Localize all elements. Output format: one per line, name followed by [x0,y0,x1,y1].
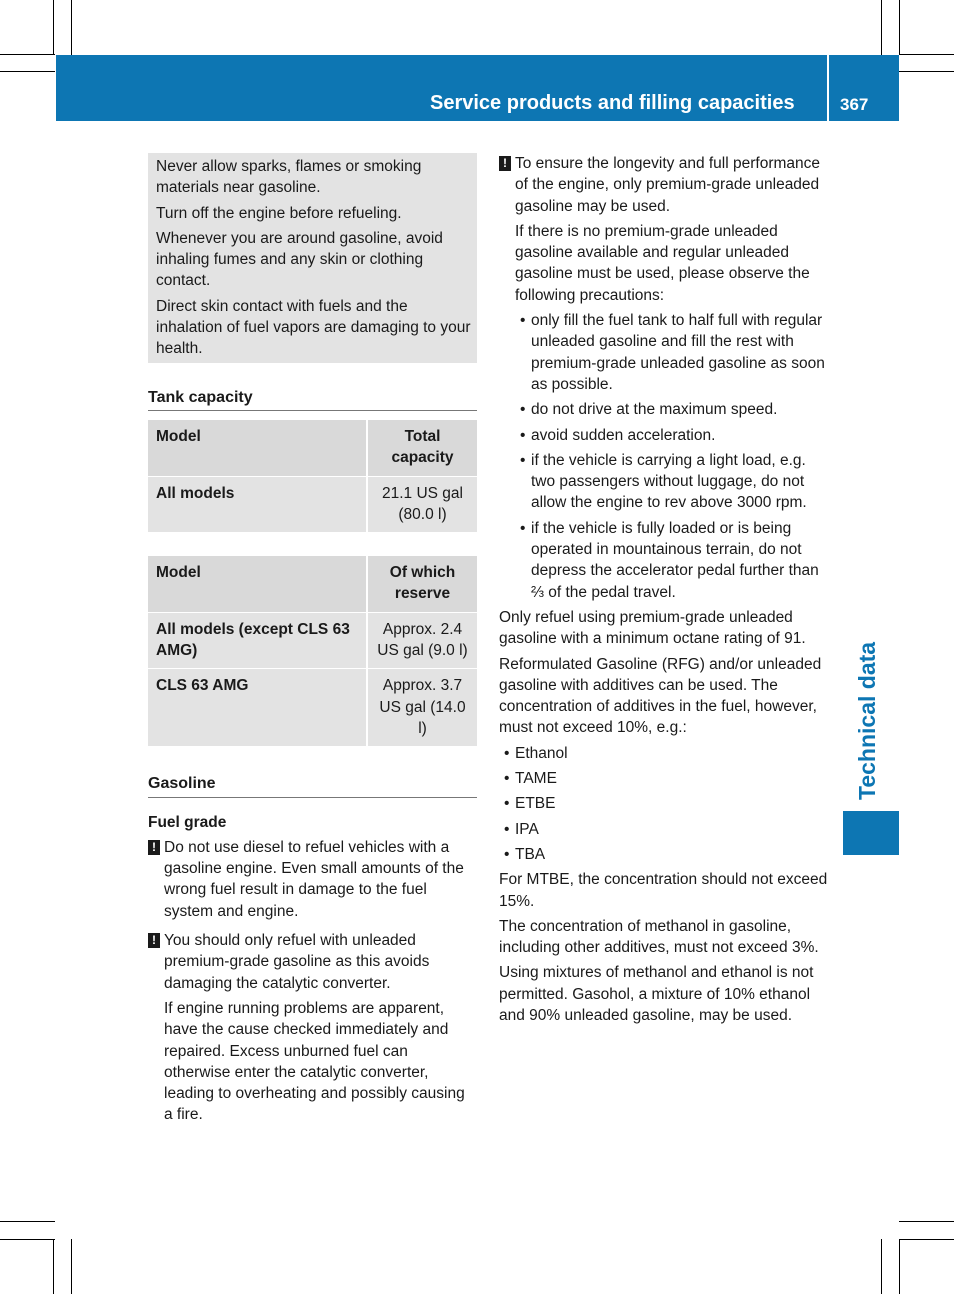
exclamation-icon: ! [148,933,160,948]
crop-mark [71,0,72,55]
side-tab-label: Technical data [854,641,880,800]
crop-mark [0,1221,55,1222]
list-item: • TBA [515,844,829,865]
paragraph: Only refuel using premium-grade unleaded gasoline with a minimum octane rating of 91. [499,608,806,648]
list-item: • only fill the fuel tank to half full with regular unleaded gasoline and fill the rest with premium-grade unleaded gasoline as soon as possible. [531,310,829,395]
list-item: • TAME [515,768,829,789]
notice-text: To ensure the longevity and full performance of the engine, only premium-grade unleaded gasoline may be used. [515,155,821,215]
list-item: • IPA [515,819,829,840]
table-row [148,669,477,746]
warning-text: Turn off the engine before refueling. [156,204,402,222]
warning-box [148,153,477,363]
model-cell: All models [148,477,368,533]
notice-text: If engine running problems are apparent, have the cause checked immediately and repaired. Excess unburned fuel can otherwise enter the catalytic converter, leading to overheating and possibly causing a fire. [164,999,465,1124]
crop-mark [71,1239,72,1294]
exclamation-icon: ! [148,840,160,855]
paragraph: The concentration of methanol in gasoline, including other additives, must not exceed 3%. [499,917,819,957]
list-item: • do not drive at the maximum speed. [531,399,829,420]
column-header-total-capacity: Total capacity [368,420,477,476]
list-item: • ETBE [515,793,829,814]
notice-unleaded [148,930,477,1126]
paragraph: Using mixtures of methanol and ethanol is not permitted. Gasohol, a mixture of 10% ethanol and 90% unleaded gasoline, may be used. [499,964,814,1024]
right-column [499,153,829,1026]
reserve-table [148,555,477,747]
list-item: • if the vehicle is fully loaded or is being operated in mountainous terrain, do not depress the accelerator pedal further than ⅔ of the pedal travel. [531,518,829,603]
crop-mark [53,0,54,55]
notice-diesel [148,837,477,922]
paragraph: Reformulated Gasoline (RFG) and/or unleaded gasoline with additives can be used. The concentration of additives in the fuel, however, must not exceed 10%, e.g.: [499,655,822,737]
column-header-model: Model [148,420,368,476]
table-row [148,477,477,533]
gasoline-heading: Gasoline [148,773,477,797]
side-tab-marker [843,811,899,855]
crop-mark [881,0,882,55]
table-header-row [148,420,477,476]
crop-mark [0,54,55,55]
column-header-reserve: Of which reserve [368,556,477,612]
model-cell: CLS 63 AMG [148,669,368,746]
table-header-row [148,556,477,612]
notice-text: Do not use diesel to refuel vehicles with a gasoline engine. Even small amounts of the wrong fuel result in damage to the fuel system and engine. [164,838,464,920]
page-title: Service products and filling capacities [430,92,795,114]
column-header-model: Model [148,556,368,612]
crop-mark [0,71,55,72]
precautions-list [515,310,829,603]
crop-mark [899,71,954,72]
additives-list [499,743,829,865]
notice-premium [499,153,829,603]
model-cell: All models (except CLS 63 AMG) [148,613,368,669]
fuel-grade-heading: Fuel grade [148,813,227,831]
left-column [148,153,477,1130]
total-capacity-table [148,419,477,533]
header-divider [827,55,829,121]
capacity-cell: 21.1 US gal (80.0 l) [368,477,477,533]
table-row [148,613,477,669]
notice-text: If there is no premium-grade unleaded gasoline available and regular unleaded gasoline must be used, please observe the following precautions: [515,222,810,304]
crop-mark [899,54,954,55]
reserve-cell: Approx. 2.4 US gal (9.0 l) [368,613,477,669]
crop-mark [53,1239,54,1294]
list-item: • if the vehicle is carrying a light load, e.g. two passengers without luggage, do not allow the engine to rev above 3000 rpm. [531,450,829,514]
crop-mark [881,1239,882,1294]
crop-mark [899,0,900,55]
crop-mark [899,1239,900,1294]
crop-mark [899,1239,954,1240]
list-item: • avoid sudden acceleration. [531,425,829,446]
crop-mark [899,1221,954,1222]
notice-text: You should only refuel with unleaded premium-grade gasoline as this avoids damaging the catalytic converter. [164,932,430,992]
tank-capacity-heading: Tank capacity [148,387,477,411]
warning-text: Never allow sparks, flames or smoking materials near gasoline. [156,158,422,197]
list-item: • Ethanol [515,743,829,764]
warning-text: Whenever you are around gasoline, avoid inhaling fumes and any skin or clothing contact. [156,229,443,290]
exclamation-icon: ! [499,156,511,171]
crop-mark [0,1239,55,1240]
paragraph: For MTBE, the concentration should not exceed 15%. [499,871,828,910]
warning-text: Direct skin contact with fuels and the inhalation of fuel vapors are damaging to your health. [156,297,471,358]
page-number: 367 [840,95,869,114]
reserve-cell: Approx. 3.7 US gal (14.0 l) [368,669,477,746]
